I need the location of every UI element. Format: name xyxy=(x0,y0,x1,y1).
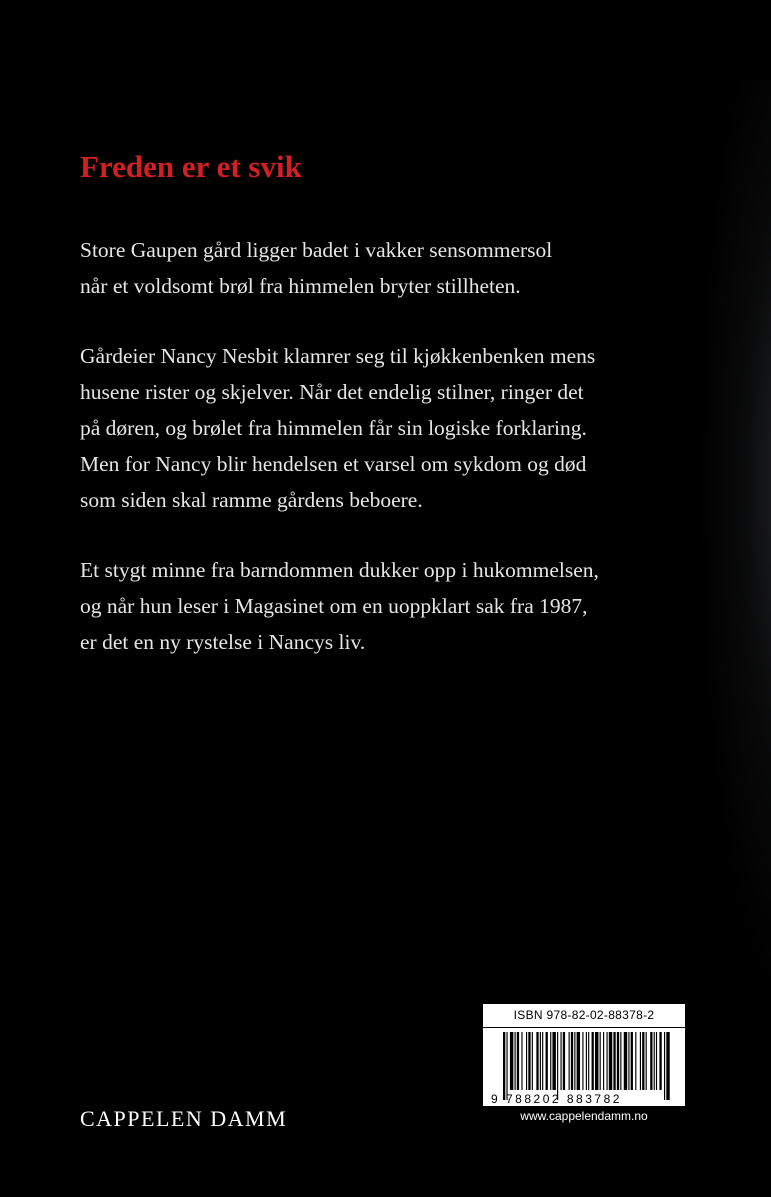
barcode-bar xyxy=(600,1032,601,1090)
blurb-line: Gårdeier Nancy Nesbit klamrer seg til kjøkkenbenken mens xyxy=(80,344,596,368)
blurb-line: og når hun leser i Magasinet om en uoppklart sak fra 1987, xyxy=(80,594,588,618)
blurb-paragraph-1 xyxy=(80,232,720,304)
blurb-line: på døren, og brølet fra himmelen får sin logiske forklaring. xyxy=(80,416,587,440)
barcode-bar xyxy=(631,1032,633,1090)
barcode-bar xyxy=(526,1032,527,1090)
barcode-bar xyxy=(666,1032,669,1100)
barcode-bar xyxy=(595,1032,598,1090)
barcode-bar xyxy=(664,1032,665,1100)
blurb-line: husene rister og skjelver. Når det endelig stilner, ringer det xyxy=(80,380,584,404)
blurb-line: er det en ny rystelse i Nancys liv. xyxy=(80,630,366,654)
barcode-bar xyxy=(510,1032,513,1090)
isbn-label: ISBN 978-82-02-88378-2 xyxy=(513,1008,655,1022)
blurb-line: Store Gaupen gård ligger badet i vakker sensommersol xyxy=(80,238,553,262)
barcode-bar xyxy=(640,1032,641,1090)
barcode-bar xyxy=(546,1032,548,1090)
barcode-bar xyxy=(540,1032,541,1090)
blurb-paragraph-3 xyxy=(80,552,720,660)
barcode-bar xyxy=(542,1032,543,1090)
barcode-bar xyxy=(532,1032,533,1090)
barcode-bar xyxy=(635,1032,636,1090)
barcode-bar xyxy=(528,1032,530,1090)
barcode-bar xyxy=(617,1032,619,1090)
blurb-paragraph-2 xyxy=(80,338,720,518)
barcode-bar xyxy=(613,1032,615,1090)
barcode-bar xyxy=(563,1032,565,1090)
publisher-logo: CAPPELEN DAMM xyxy=(80,1106,288,1131)
barcode-bar xyxy=(536,1032,538,1090)
barcode-bar xyxy=(656,1032,657,1090)
blurb-line: Men for Nancy blir hendelsen et varsel om sykdom og død xyxy=(80,452,587,476)
barcode-bar xyxy=(550,1032,551,1090)
barcode-bar xyxy=(588,1032,589,1090)
barcode-bar xyxy=(552,1032,555,1090)
barcode-bar xyxy=(603,1032,604,1090)
blurb-line: Et stygt minne fra barndommen dukker opp i hukommelsen, xyxy=(80,558,599,582)
barcode-bar xyxy=(659,1032,661,1090)
blurb-line: som siden skal ramme gårdens beboere. xyxy=(80,488,423,512)
barcode-bar xyxy=(607,1032,608,1090)
barcode-bar xyxy=(650,1032,652,1090)
barcode-bar xyxy=(642,1032,644,1090)
barcode-bar xyxy=(503,1032,505,1100)
barcode-bar xyxy=(628,1032,629,1090)
headline: Freden er et svik xyxy=(80,149,302,184)
barcode-bar xyxy=(654,1032,655,1090)
barcode-bar xyxy=(557,1032,558,1100)
barcode-digits: 9 788202 883782 xyxy=(491,1092,622,1106)
barcode-bar xyxy=(582,1032,583,1090)
barcode-bar xyxy=(624,1032,627,1090)
barcode-bar xyxy=(646,1032,647,1090)
barcode-bar xyxy=(515,1032,516,1090)
barcode-bar xyxy=(592,1032,594,1090)
barcode-bar xyxy=(561,1032,562,1090)
barcode-bar xyxy=(517,1032,519,1090)
blurb-line: når et voldsomt brøl fra himmelen bryter stillheten. xyxy=(80,274,521,298)
barcode-bar xyxy=(620,1032,621,1090)
barcode-bar xyxy=(586,1032,587,1090)
barcode-bar xyxy=(569,1032,570,1090)
barcode-bar xyxy=(521,1032,522,1090)
barcode-bar xyxy=(571,1032,573,1090)
barcode-bar xyxy=(574,1032,575,1090)
barcode-bar xyxy=(577,1032,580,1090)
barcode-bar xyxy=(506,1032,507,1100)
isbn-divider xyxy=(483,1027,685,1028)
blurb xyxy=(80,232,720,694)
barcode-bar xyxy=(609,1032,612,1090)
publisher-url: www.cappelendamm.no xyxy=(483,1106,685,1127)
isbn-barcode-box xyxy=(482,1003,686,1128)
